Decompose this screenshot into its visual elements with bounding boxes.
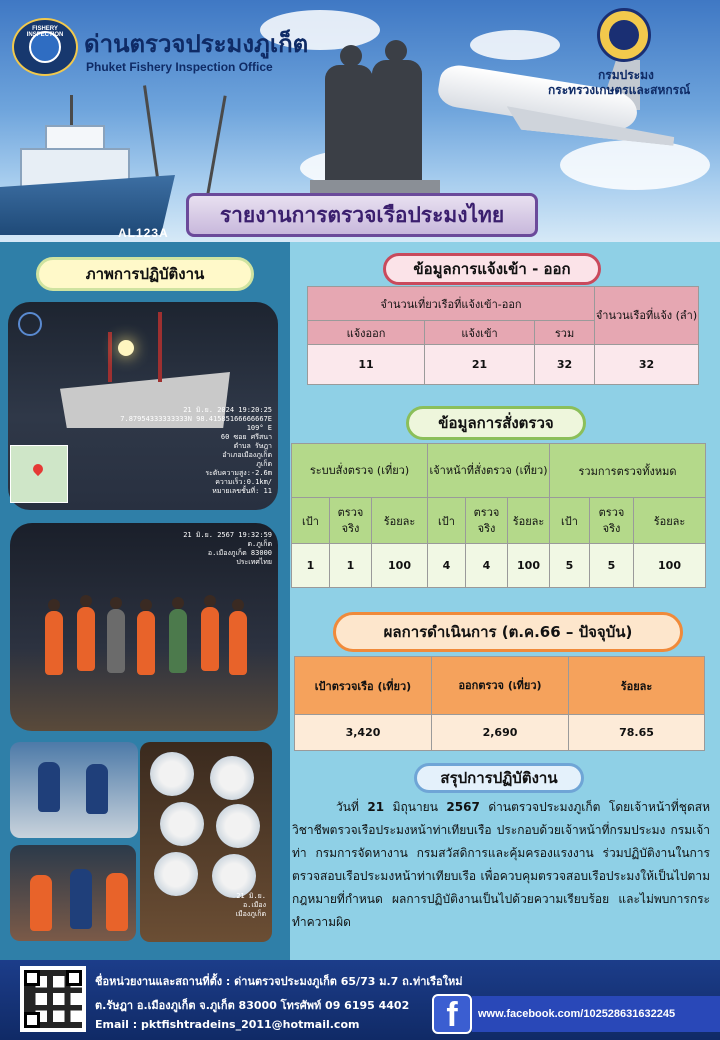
- facebook-link[interactable]: www.facebook.com/102528631632245: [472, 996, 720, 1032]
- statue-body: [372, 60, 422, 185]
- fishery-inspection-logo: FISHERY INSPECTION: [12, 18, 78, 76]
- person-life-vest: [229, 611, 247, 675]
- order-g3-target: 5: [550, 544, 590, 588]
- notify-sub-total: รวม: [535, 321, 595, 345]
- order-g1-actual: 1: [330, 544, 372, 588]
- photo-catch-baskets: [140, 742, 272, 942]
- map-pin-icon: [31, 462, 45, 476]
- cloud-decoration: [560, 140, 710, 190]
- person-head: [232, 599, 244, 611]
- photo-team-group: [10, 523, 278, 731]
- summary-text: วันที่ 21 มิถุนายน 2567 ด่านตรวจประมงภูเก็ต โดยเจ้าหน้าที่ชุดสหวิชาชีพตรวจเรือประมงหน้าท่าเทียบเรือ ประกอบด้วยเจ้าหน้าที่กรมประมง กรมเจ้าท่า กรมการจัดหางาน กรมสวัสดิการและคุ้มครองแรงงาน ร่วมปฏิบัติงานในการตรวจสอบเรือประมงหน้าท่าเทียบเรือ เพื่อควบคุมตรวจสอบเรือประมงให้เป็นไปตามกฎหมายที่กำหนด ผลการปฏิบัติงานเป็นไปด้วยความเรียบร้อย และไม่พบการกระทำความผิด: [292, 800, 710, 929]
- order-sub-percent: ร้อยละ: [372, 498, 428, 544]
- statue-base: [310, 180, 440, 194]
- facebook-icon[interactable]: f: [432, 994, 472, 1034]
- inspector: [70, 869, 92, 929]
- notify-val-in: 21: [425, 345, 535, 385]
- ship-mast: [158, 312, 162, 382]
- basket: [160, 802, 204, 846]
- statue-body: [325, 65, 373, 185]
- notify-heading: ข้อมูลการแจ้งเข้า - ออก: [383, 253, 601, 285]
- person-head: [172, 597, 184, 609]
- ship-mast: [108, 332, 112, 382]
- order-g3-percent: 100: [634, 544, 706, 588]
- logo-emblem: [609, 20, 639, 50]
- qr-corner: [66, 970, 82, 986]
- person-life-vest: [30, 875, 52, 931]
- qr-corner: [24, 970, 40, 986]
- order-sub-target: เป้า: [292, 498, 330, 544]
- order-sub-actual: ตรวจจริง: [330, 498, 372, 544]
- person: [169, 609, 187, 673]
- qr-code[interactable]: [20, 966, 86, 1032]
- person-head: [110, 597, 122, 609]
- result-col-percent: ร้อยละ: [569, 657, 705, 715]
- statue-head: [385, 40, 407, 62]
- summary-heading: สรุปการปฏิบัติงาน: [414, 763, 584, 793]
- order-table: [291, 443, 706, 588]
- person-life-vest: [77, 607, 95, 671]
- basket: [210, 756, 254, 800]
- notify-sub-out: แจ้งออก: [308, 321, 425, 345]
- ship-light: [118, 340, 134, 356]
- notify-val-out: 11: [308, 345, 425, 385]
- order-g1-target: 1: [292, 544, 330, 588]
- photo-crew-check: [10, 845, 136, 941]
- result-heading: ผลการดำเนินการ (ต.ค.66 – ปัจจุบัน): [333, 612, 683, 652]
- order-heading: ข้อมูลการสั่งตรวจ: [406, 406, 586, 440]
- department-of-fisheries-logo: [597, 8, 651, 62]
- basket: [216, 804, 260, 848]
- person-head: [48, 599, 60, 611]
- header-banner: [0, 0, 720, 242]
- result-col-inspected: ออกตรวจ (เที่ยว): [432, 657, 569, 715]
- inspector: [38, 762, 60, 812]
- order-g2-target: 4: [428, 544, 466, 588]
- basket: [150, 752, 194, 796]
- compass-icon: [18, 312, 42, 336]
- order-sub-percent: ร้อยละ: [634, 498, 706, 544]
- qr-corner: [24, 1012, 40, 1028]
- order-sub-target: เป้า: [428, 498, 466, 544]
- result-val-percent: 78.65: [569, 715, 705, 751]
- order-g2-actual: 4: [466, 544, 508, 588]
- photo-inspection-deck: [10, 742, 138, 838]
- office-name-thai: ด่านตรวจประมงภูเก็ต: [84, 30, 309, 58]
- photos-heading: ภาพการปฏิบัติงาน: [36, 257, 254, 291]
- photo-stamp: 21 มิ.ย. 2567 19:32:59 ต.ภูเก็ต อ.เมืองภูเก็ต 83000 ประเทศไทย: [183, 531, 272, 566]
- notify-sub-in: แจ้งเข้า: [425, 321, 535, 345]
- notify-val-count: 32: [595, 345, 699, 385]
- order-group-officer: เจ้าหน้าที่สั่งตรวจ (เที่ยว): [428, 444, 550, 498]
- person-head: [80, 595, 92, 607]
- report-title: รายงานการตรวจเรือประมงไทย: [186, 193, 538, 237]
- notify-col-group: จำนวนเที่ยวเรือที่แจ้งเข้า-ออก: [308, 287, 595, 321]
- order-group-total: รวมการตรวจทั้งหมด: [550, 444, 706, 498]
- cloud-decoration: [470, 30, 560, 60]
- inspector: [86, 764, 108, 814]
- order-g2-percent: 100: [508, 544, 550, 588]
- footer-address-line1: ชื่อหน่วยงานและสถานที่ตั้ง : ด่านตรวจประมงภูเก็ต 65/73 ม.7 ถ.ท่าเรือใหม่: [95, 975, 463, 988]
- result-col-target: เป้าตรวจเรือ (เที่ยว): [295, 657, 432, 715]
- basket: [154, 852, 198, 896]
- person: [107, 609, 125, 673]
- person-life-vest: [137, 611, 155, 675]
- order-g3-actual: 5: [590, 544, 634, 588]
- statue-head: [340, 45, 362, 67]
- order-sub-target: เป้า: [550, 498, 590, 544]
- person-head: [140, 599, 152, 611]
- boat-mast: [143, 85, 160, 184]
- result-val-inspected: 2,690: [432, 715, 569, 751]
- ministry-name: กระทรวงเกษตรและสหกรณ์: [548, 83, 691, 97]
- order-g1-percent: 100: [372, 544, 428, 588]
- notify-table: [307, 286, 699, 385]
- department-name: กรมประมง: [598, 68, 654, 82]
- footer-address-line2: ต.รัษฎา อ.เมืองภูเก็ต จ.ภูเก็ต 83000 โทรศัพท์ 09 6195 4402: [95, 999, 410, 1012]
- order-sub-actual: ตรวจจริง: [590, 498, 634, 544]
- footer-email[interactable]: Email : pktfishtradeins_2011@hotmail.com: [95, 1018, 360, 1031]
- person-life-vest: [45, 611, 63, 675]
- photo-stamp: 21 มิ.ย. 2024 19:20:25 7.87954333333333N 98.41585166666667E 109° E 60 ซอย ศรีสนา ตำบล รัษฎา อำเภอเมืองภูเก็ต ภูเก็ต ระดับความสูง:-2.6m ความเร็ว:0.1km/ หมายเลขชั้นที่: 11: [120, 406, 272, 495]
- result-val-target: 3,420: [295, 715, 432, 751]
- boat-mast: [206, 95, 226, 194]
- order-group-system: ระบบสั่งตรวจ (เที่ยว): [292, 444, 428, 498]
- order-sub-percent: ร้อยละ: [508, 498, 550, 544]
- person-life-vest: [201, 607, 219, 671]
- person-life-vest: [106, 873, 128, 931]
- boat-tag: AL123A: [118, 226, 169, 240]
- photo-stamp: 21 มิ.ย. อ.เมือง เมืองภูเก็ต: [235, 892, 266, 918]
- result-table: [294, 656, 705, 751]
- office-name-english: Phuket Fishery Inspection Office: [86, 60, 273, 74]
- notify-val-total: 32: [535, 345, 595, 385]
- person-head: [204, 595, 216, 607]
- order-sub-actual: ตรวจจริง: [466, 498, 508, 544]
- notify-col-count: จำนวนเรือที่แจ้ง (ลำ): [595, 287, 699, 345]
- map-thumbnail: [10, 445, 68, 503]
